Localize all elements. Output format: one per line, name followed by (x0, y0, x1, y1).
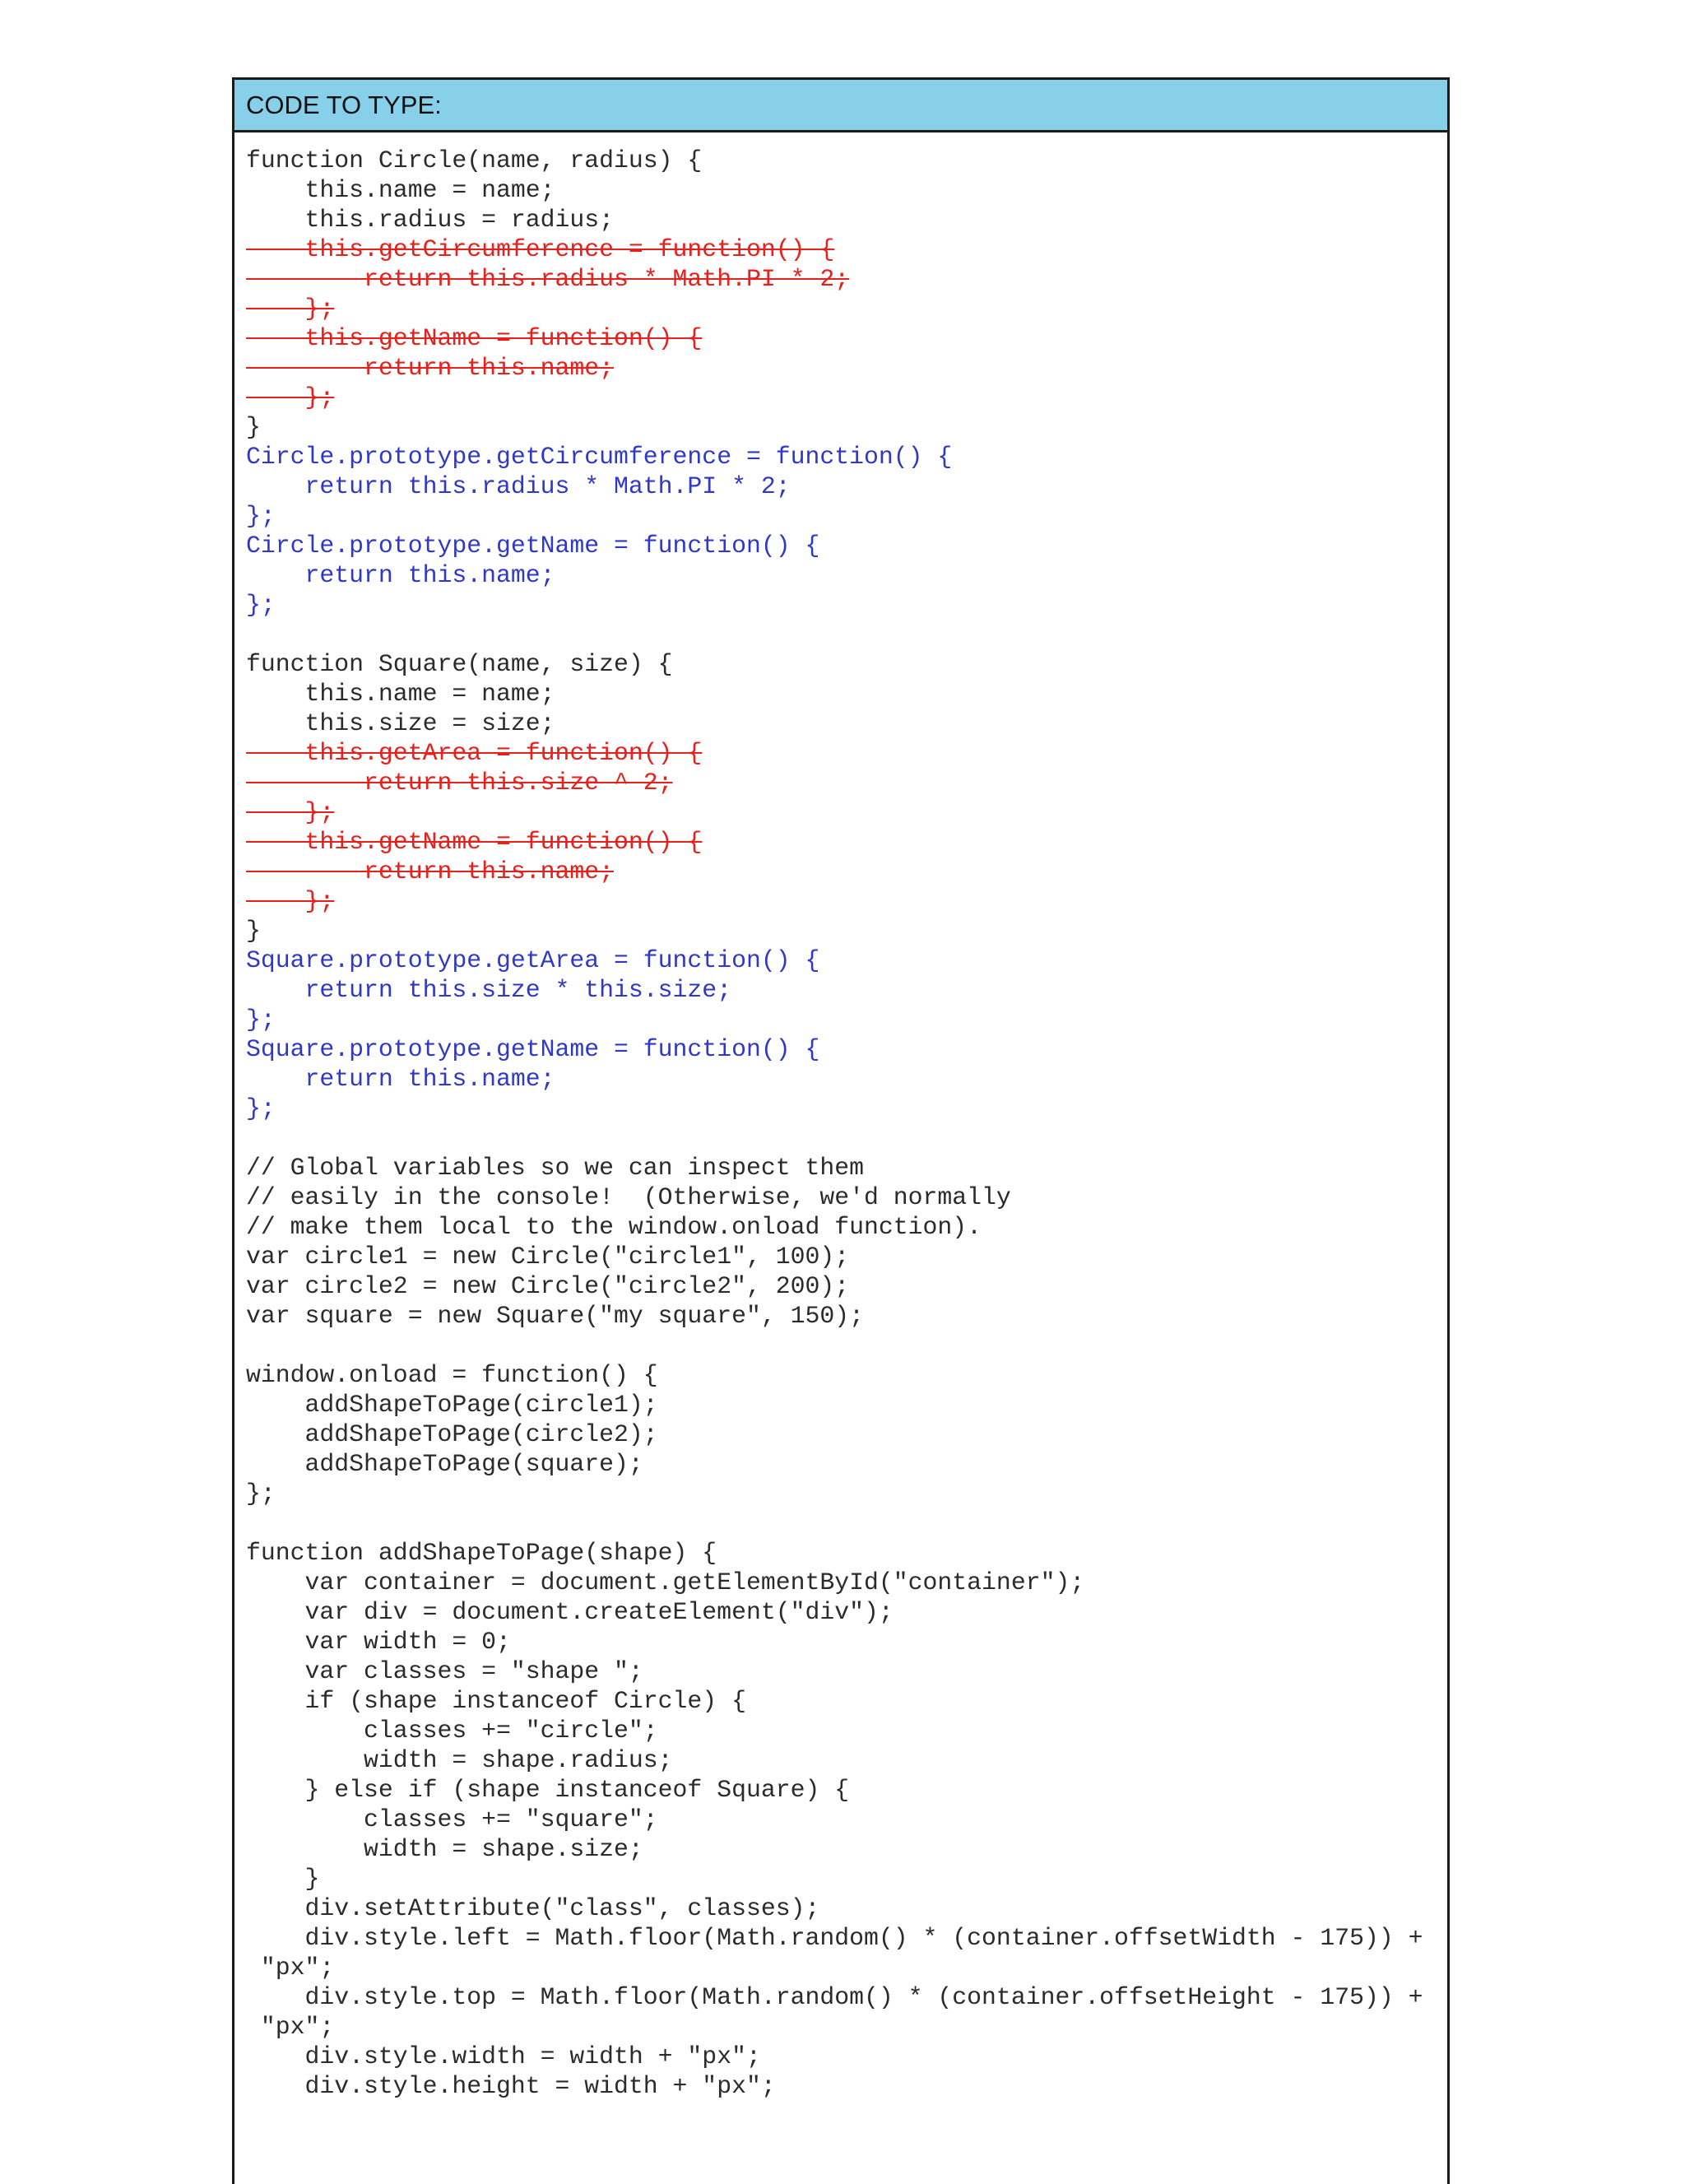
code-line: var classes = "shape "; (246, 1657, 643, 1685)
code-line: function Circle(name, radius) { (246, 146, 703, 174)
code-line: var circle2 = new Circle("circle2", 200); (246, 1272, 850, 1300)
code-line: addShapeToPage(circle1); (246, 1391, 658, 1419)
code-line-removed: }; (246, 383, 335, 411)
code-line (246, 620, 1447, 649)
code-line-added: return this.name; (246, 1065, 555, 1093)
code-to-type-box (232, 77, 1450, 2184)
code-line: // easily in the console! (Otherwise, we'd normally (246, 1183, 1011, 1211)
code-line-removed: this.getName = function() { (246, 828, 703, 856)
code-line: } (246, 413, 261, 441)
code-line: }; (246, 1480, 276, 1508)
code-line: addShapeToPage(circle2); (246, 1420, 658, 1448)
code-line: // make them local to the window.onload function). (246, 1213, 982, 1241)
code-line: width = shape.size; (246, 1835, 643, 1863)
code-line: div.style.height = width + "px"; (246, 2072, 776, 2100)
code-line-added: return this.radius * Math.PI * 2; (246, 472, 791, 500)
code-line: classes += "square"; (246, 1805, 658, 1833)
code-line: // Global variables so we can inspect them (246, 1154, 865, 1182)
code-line: addShapeToPage(square); (246, 1450, 643, 1478)
code-line: function addShapeToPage(shape) { (246, 1539, 717, 1567)
code-line: var square = new Square("my square", 150); (246, 1302, 865, 1330)
code-line-added: }; (246, 1006, 276, 1034)
code-line: div.style.width = width + "px"; (246, 2042, 761, 2070)
code-line: var width = 0; (246, 1628, 511, 1656)
code-line (246, 1331, 1447, 1360)
code-line-removed: }; (246, 887, 335, 915)
code-line: this.size = size; (246, 709, 555, 737)
code-line-added: Circle.prototype.getCircumference = function() { (246, 443, 953, 471)
code-line: var circle1 = new Circle("circle1", 100); (246, 1243, 850, 1271)
code-line: this.name = name; (246, 680, 555, 708)
code-line-added: }; (246, 1094, 276, 1122)
code-line-added: return this.name; (246, 561, 555, 589)
code-line-removed: }; (246, 295, 335, 323)
code-listing (246, 146, 1447, 2101)
code-line-removed: }; (246, 798, 335, 826)
code-line: "px"; (246, 1954, 335, 1982)
code-header: CODE TO TYPE: (234, 80, 1447, 132)
code-line: div.style.top = Math.floor(Math.random() * (container.offsetHeight - 175)) + (246, 1983, 1423, 2011)
code-line: width = shape.radius; (246, 1746, 673, 1774)
code-line: var div = document.createElement("div"); (246, 1598, 894, 1626)
code-line (246, 1123, 1447, 1153)
code-line-removed: this.getName = function() { (246, 324, 703, 352)
code-line-removed: this.getCircumference = function() { (246, 235, 835, 263)
code-line: } (246, 1865, 320, 1893)
code-line: div.setAttribute("class", classes); (246, 1894, 820, 1922)
code-line-added: return this.size * this.size; (246, 976, 732, 1004)
code-line: classes += "circle"; (246, 1717, 658, 1745)
code-line: this.radius = radius; (246, 206, 615, 234)
code-line-removed: return this.radius * Math.PI * 2; (246, 265, 850, 293)
code-line (246, 1508, 1447, 1538)
code-line: function Square(name, size) { (246, 650, 673, 678)
code-line-removed: return this.name; (246, 857, 615, 885)
code-line-added: Square.prototype.getArea = function() { (246, 946, 820, 974)
code-line-removed: this.getArea = function() { (246, 739, 703, 767)
code-line-added: }; (246, 591, 276, 619)
code-line: } (246, 917, 261, 945)
code-line-removed: return this.size ^ 2; (246, 769, 673, 797)
code-line-added: Square.prototype.getName = function() { (246, 1035, 820, 1063)
code-line: window.onload = function() { (246, 1361, 658, 1389)
code-line: div.style.left = Math.floor(Math.random() * (container.offsetWidth - 175)) + (246, 1924, 1423, 1952)
code-line-removed: return this.name; (246, 354, 615, 382)
code-line: var container = document.getElementById("container"); (246, 1568, 1085, 1596)
code-line: if (shape instanceof Circle) { (246, 1687, 746, 1715)
code-line: "px"; (246, 2013, 335, 2041)
code-line-added: Circle.prototype.getName = function() { (246, 532, 820, 560)
code-line-added: }; (246, 502, 276, 530)
code-line: } else if (shape instanceof Square) { (246, 1776, 850, 1804)
code-line: this.name = name; (246, 176, 555, 204)
